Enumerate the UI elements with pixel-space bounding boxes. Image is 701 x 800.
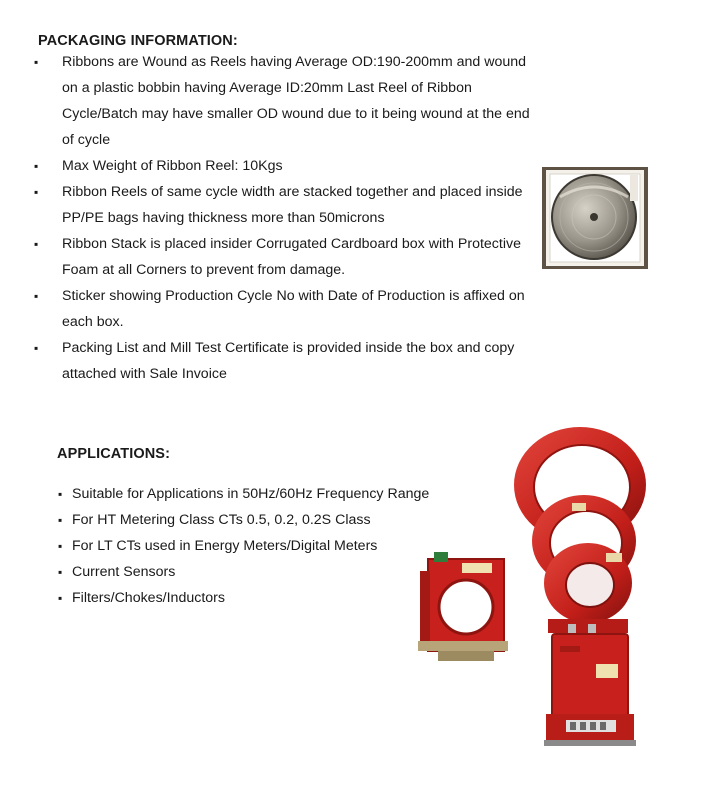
packaging-item: ▪ Ribbon Reels of same cycle width are stacked together and placed inside PP/PE bags having thickness more than 50microns <box>30 179 535 231</box>
packaging-item: ▪ Ribbons are Wound as Reels having Average OD:190-200mm and wound on a plastic bobbin having Average ID:20mm Last Reel of Ribbon Cycle/Batch may have smaller OD wound due to it being wound at the end of cycle <box>30 49 535 153</box>
packaging-item: ▪ Sticker showing Production Cycle No with Date of Production is affixed on each box. <box>30 283 535 335</box>
applications-heading: APPLICATIONS: <box>57 446 171 462</box>
applications-list <box>58 481 478 611</box>
application-item: ▪ For HT Metering Class CTs 0.5, 0.2, 0.2S Class <box>58 507 478 533</box>
ribbon-reel-box-image <box>542 167 648 269</box>
application-item: ▪ For LT CTs used in Energy Meters/Digital Meters <box>58 533 478 559</box>
packaging-item: ▪ Ribbon Stack is placed insider Corrugated Cardboard box with Protective Foam at all Corners to prevent from damage. <box>30 231 535 283</box>
packaging-item: ▪ Packing List and Mill Test Certificate is provided inside the box and copy attached with Sale Invoice <box>30 335 535 387</box>
packaging-item: ▪ Max Weight of Ribbon Reel: 10Kgs <box>30 153 535 179</box>
ring-ct-stack-image <box>508 423 650 641</box>
cast-resin-pt-image <box>544 624 636 750</box>
application-item: ▪ Current Sensors <box>58 559 478 585</box>
packaging-heading: PACKAGING INFORMATION: <box>38 33 238 49</box>
application-item: ▪ Filters/Chokes/Inductors <box>58 585 478 611</box>
packaging-list <box>30 49 535 387</box>
application-item: ▪ Suitable for Applications in 50Hz/60Hz Frequency Range <box>58 481 478 507</box>
window-ct-image <box>418 549 512 667</box>
